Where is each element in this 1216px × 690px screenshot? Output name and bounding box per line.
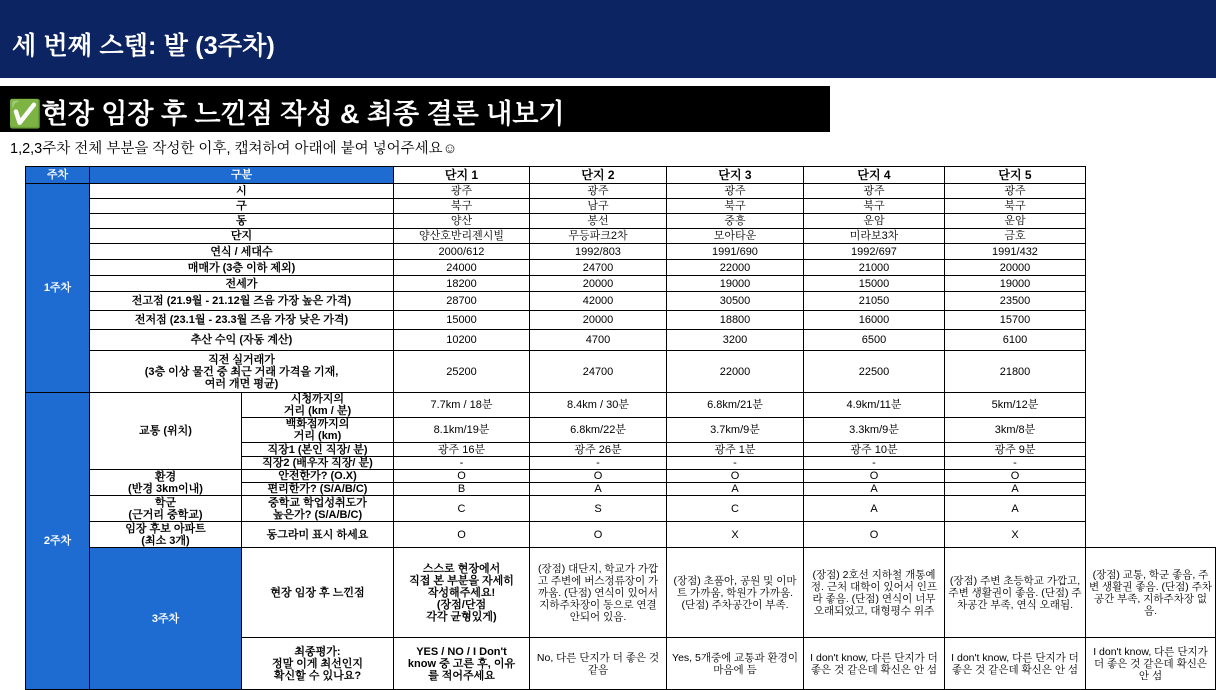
table-cell: No, 다른 단지가 더 좋은 것 같음 [530,638,667,690]
table-cell: 15700 [945,311,1086,330]
table-cell: 2000/612 [394,244,530,260]
complex-header: 단지 1 [394,167,530,184]
row-label-line: 여러 개면 평균) [204,377,279,390]
group-label: 현장 임장 후 느낀점 [242,548,394,638]
table-cell: 금호 [945,229,1086,244]
group-label: 교통 (위치) [90,393,242,470]
table-cell: (장점) 대단지, 학교가 가깝고 주변에 버스정류장이 가까움. (단점) 연식이 있어서 지하주차장이 동으로 연결 안되어 있음. [530,548,667,638]
sub-label-line: (장점/단점 [436,598,487,611]
table-cell: 24700 [530,260,667,276]
table-row [26,199,1216,214]
sub-label-line: 시청까지의 [290,393,345,405]
table-cell: 15000 [804,276,945,292]
table-cell: 북구 [804,199,945,214]
table-row [26,311,1216,330]
table-cell: O [530,470,667,483]
table-cell: - [667,457,804,470]
table-cell: 6500 [804,330,945,351]
group-label-line: 확신할 수 있나요? [273,669,362,682]
table-cell: 22500 [804,351,945,393]
table-cell: 42000 [530,292,667,311]
table-cell: 1991/432 [945,244,1086,260]
table-cell: O [530,522,667,548]
table-cell: 19000 [945,276,1086,292]
table-row [26,229,1216,244]
sub-label-line: 거리 (km / 분) [283,405,352,417]
table-cell: X [667,522,804,548]
row-label: 단지 [90,229,394,244]
group-label-line: 임장 후보 아파트 [125,522,206,535]
table-cell: 남구 [530,199,667,214]
row-label: 전고점 (21.9월 - 21.12월 즈음 가장 높은 가격) [90,292,394,311]
table-cell: 6.8km/22분 [530,418,667,443]
table-cell: 6.8km/21분 [667,393,804,418]
complex-header: 단지 3 [667,167,804,184]
table-cell: 3.3km/9분 [804,418,945,443]
table-cell: 20000 [530,311,667,330]
table-cell: C [667,496,804,522]
table-cell: S [530,496,667,522]
table-cell: 광주 9분 [945,443,1086,457]
sub-label-line: 작성해주세요! [427,586,496,599]
table-cell: 24000 [394,260,530,276]
table-cell: A [530,483,667,496]
table-cell: 7.7km / 18분 [394,393,530,418]
table-row [26,522,1216,548]
table-cell: 양산 [394,214,530,229]
table-cell: Yes, 5개중에 교통과 환경이 마음에 듬 [667,638,804,690]
row-label: 동 [90,214,394,229]
complex-header: 단지 4 [804,167,945,184]
sub-label [242,496,394,522]
sub-label [242,418,394,443]
table-cell: 광주 [530,184,667,199]
table-cell: 23500 [945,292,1086,311]
table-cell: 북구 [394,199,530,214]
table-cell: (장점) 2호선 지하철 개통예정. 근처 대학이 있어서 인프라 좋음. (단점) 연식이 너무 오래되었고, 대형평수 위주 [804,548,945,638]
table-cell: - [945,457,1086,470]
table-cell: 3200 [667,330,804,351]
table-cell: 양산호반리젠시빌 [394,229,530,244]
table-cell: 무등파크2차 [530,229,667,244]
sub-label: 편리한가? (S/A/B/C) [242,483,394,496]
table-cell: 4.9km/11분 [804,393,945,418]
row-label: 구 [90,199,394,214]
table-cell: 광주 [804,184,945,199]
table-cell: 5km/12분 [945,393,1086,418]
table-row [26,184,1216,199]
sub-label: 직장2 (배우자 직장/ 분) [242,457,394,470]
table-cell: 22000 [667,351,804,393]
table-cell: 중흥 [667,214,804,229]
table-cell: 4700 [530,330,667,351]
sub-label-line: 스스로 현장에서 [422,562,501,575]
table-cell: I don't know, 다른 단지가 더 좋은 것 같은데 확신은 안 섬 [945,638,1086,690]
row-label: 전저점 (23.1월 - 23.3월 즈음 가장 낮은 가격) [90,311,394,330]
table-cell: 1991/690 [667,244,804,260]
category-header: 구분 [90,167,394,184]
table-row [26,496,1216,522]
table-cell: 1992/697 [804,244,945,260]
sub-label [394,638,530,690]
week-label: 1주차 [26,184,90,393]
sub-label-line: 중학교 학업성취도가 [268,496,367,509]
week-header: 주차 [26,167,90,184]
table-row [26,214,1216,229]
sub-label-line: 를 적어주세요 [428,669,495,682]
table-cell: 광주 [394,184,530,199]
group-label [90,496,242,522]
sub-label: 안전한가? (O.X) [242,470,394,483]
table-cell: 21800 [945,351,1086,393]
group-label-line: 학군 [154,496,177,509]
table-cell: - [530,457,667,470]
table-cell: 광주 1분 [667,443,804,457]
table-cell: O [804,470,945,483]
table-cell: 북구 [667,199,804,214]
table-cell: 22000 [667,260,804,276]
sub-label-line: 각각 균형있게) [426,610,497,623]
table-cell: 8.4km / 30분 [530,393,667,418]
table-cell: A [667,483,804,496]
group-label [90,470,242,496]
complex-header: 단지 2 [530,167,667,184]
table-cell: 25200 [394,351,530,393]
group-label [90,522,242,548]
table-cell: 21000 [804,260,945,276]
group-label-line: (최소 3개) [141,534,190,547]
table-cell: 6100 [945,330,1086,351]
table-cell: 15000 [394,311,530,330]
table-cell: 미라보3차 [804,229,945,244]
table-cell: 21050 [804,292,945,311]
row-label: 매매가 (3층 이하 제외) [90,260,394,276]
table-cell: 10200 [394,330,530,351]
table-cell: A [945,496,1086,522]
table-cell: 3km/8분 [945,418,1086,443]
table-cell: 19000 [667,276,804,292]
group-label-line: (근거리 중학교) [128,508,203,521]
sub-label [394,548,530,638]
table-row [26,470,1216,483]
table-cell: 28700 [394,292,530,311]
table-cell: 광주 [667,184,804,199]
table-row [26,292,1216,311]
table-cell: A [804,483,945,496]
table-cell: O [804,522,945,548]
week-label: 3주차 [90,548,242,690]
sub-label-line: know 중 고른 후, 이유 [407,657,516,670]
table-cell: 16000 [804,311,945,330]
section-heading [0,86,830,132]
table-cell: 20000 [945,260,1086,276]
table-cell: 모아타운 [667,229,804,244]
table-row [26,330,1216,351]
table-header-row [26,167,1216,184]
complex-header: 단지 5 [945,167,1086,184]
table-cell: A [804,496,945,522]
table-cell: - [394,457,530,470]
table-cell: 북구 [945,199,1086,214]
section-heading-text: ✅현장 임장 후 느낀점 작성 & 최종 결론 내보기 [8,99,565,129]
table-cell: - [804,457,945,470]
table-row [26,548,1216,638]
table-row [26,276,1216,292]
table-cell: 봉선 [530,214,667,229]
page-title: 세 번째 스텝: 발 (3주차) [12,32,276,60]
table-cell: I don't know, 다른 단지가 더 좋은 것 같은데 확신은 안 섬 [1086,638,1216,690]
evaluation-table [25,166,1216,690]
row-label-line: 직전 실거래가 [208,353,275,366]
week-label: 2주차 [26,393,90,690]
group-label-line: 정말 이게 최선인지 [271,657,364,670]
sub-label-line: 높은가? (S/A/B/C) [272,508,363,521]
group-label [242,638,394,690]
table-row [26,393,1216,418]
table-cell: (장점) 주변 초등학교 가깝고, 주변 생활권이 좋음. (단점) 주차공간 부족, 연식 오래됨. [945,548,1086,638]
table-cell: 18200 [394,276,530,292]
row-label: 전세가 [90,276,394,292]
table-cell: X [945,522,1086,548]
row-label-line: (3층 이상 물건 중 최근 거래 가격을 기재, [144,365,339,378]
table-cell: 광주 26분 [530,443,667,457]
table-row [26,351,1216,393]
instruction-text: 1,2,3주차 전체 부분을 작성한 이후, 캡쳐하여 아래에 붙여 넣어주세요☺ [10,141,458,157]
table-cell: (장점) 교통, 학군 좋음, 주변 생활권 좋음. (단점) 주차공간 부족, 지하주차장 없음. [1086,548,1216,638]
table-cell: A [945,483,1086,496]
sub-label: 직장1 (본인 직장/ 분) [242,443,394,457]
table-cell: (장점) 초품아, 공원 및 이마트 가까움, 학원가 가까움. (단점) 주차공간이 부족. [667,548,804,638]
row-label: 연식 / 세대수 [90,244,394,260]
table-cell: 3.7km/9분 [667,418,804,443]
sub-label-line: 거리 (km) [293,430,342,442]
row-label: 추산 수익 (자동 계산) [90,330,394,351]
table-cell: C [394,496,530,522]
title-banner [0,0,1216,78]
table-cell: O [394,470,530,483]
sub-label: 동그라미 표시 하세요 [242,522,394,548]
table-cell: 운암 [945,214,1086,229]
table-cell: 광주 [945,184,1086,199]
group-label-line: 최종평가: [294,645,341,658]
table-cell: O [394,522,530,548]
group-label-line: 환경 [154,470,177,483]
table-row [26,260,1216,276]
table-cell: O [945,470,1086,483]
table-cell: 운암 [804,214,945,229]
table-cell: 18800 [667,311,804,330]
group-label-line: (반경 3km이내) [128,482,203,495]
table-cell: I don't know, 다른 단지가 더 좋은 것 같은데 확신은 안 섬 [804,638,945,690]
row-label [90,351,394,393]
sub-label-line: 직접 본 부분을 자세히 [409,574,514,587]
table-cell: 30500 [667,292,804,311]
table-cell: 24700 [530,351,667,393]
table-cell: 20000 [530,276,667,292]
table-cell: 광주 10분 [804,443,945,457]
sub-label [242,393,394,418]
sub-label-line: 백화점까지의 [285,418,350,430]
table-cell: 광주 16분 [394,443,530,457]
table-cell: O [667,470,804,483]
table-cell: 8.1km/19분 [394,418,530,443]
sub-label-line: YES / NO / I Don't [416,645,507,658]
row-label: 시 [90,184,394,199]
table-cell: B [394,483,530,496]
table-cell: 1992/803 [530,244,667,260]
table-row [26,244,1216,260]
